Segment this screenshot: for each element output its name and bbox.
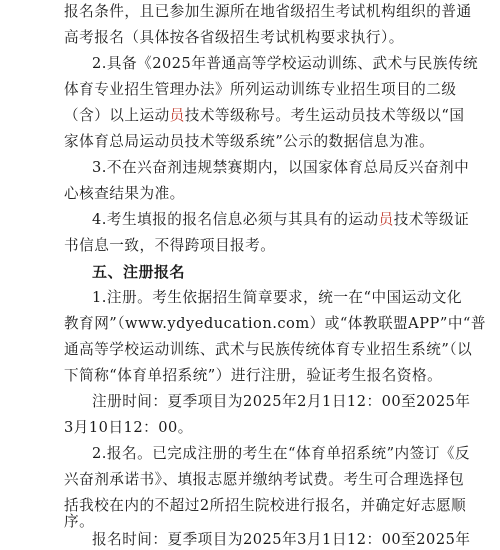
text-line-10: 书信息一致，不得跨项目报考。 (64, 237, 276, 254)
text-line-15: 下简称“体育单招系统”）进行注册，验证考生报名资格。 (64, 367, 443, 384)
text-line-21: 序。 (64, 513, 95, 530)
highlighted-char: 员 (378, 211, 394, 228)
text-line-8: 心核查结果为准。 (64, 185, 185, 202)
text-line-1: 报名条件，且已参加生源所在地省级招生考试机构组织的普通 (64, 3, 472, 20)
text-line-19: 兴奋剂承诺书》、填报志愿并缴纳考试费。考生可合理选择包 (64, 471, 465, 488)
text-line-20: 括我校在内的不超过2所招生院校进行报名，并确定好志愿顺 (64, 497, 467, 514)
text-line-6: 家体育总局运动员技术等级系统”公示的数据信息为准。 (64, 133, 435, 150)
text-line-7: 3.不在兴奋剂违规禁赛期内，以国家体育总局反兴奋剂中 (92, 159, 470, 176)
highlighted-char: 员 (169, 107, 185, 124)
text-line-22: 报名时间：夏季项目为2025年3月1日12：00至2025年 (92, 531, 471, 548)
text-line-4: 体育专业招生管理办法》所列运动训练专业招生项目的二级 (64, 81, 457, 98)
text-line-3: 2.具备《2025年普通高等学校运动训练、武术与民族传统 (92, 55, 479, 72)
text-line-12: 1.注册。考生依据招生简章要求，统一在“中国运动文化 (92, 289, 463, 306)
text-line-17: 3月10日12：00。 (64, 419, 193, 436)
text-line-13: 教育网”（www.ydyeducation.com）或“体教联盟APP”中“普 (64, 315, 486, 332)
text-line-14: 通高等学校运动训练、武术与民族传统体育专业招生系统”（以 (64, 341, 473, 358)
text-line-16: 注册时间：夏季项目为2025年2月1日12：00至2025年 (92, 393, 471, 410)
text-line-5: （含）以上运动员技术等级称号。考生运动员技术等级以“国 (64, 107, 465, 124)
text-line-2: 高考报名（具体按各省级招生考试机构要求执行）。 (64, 29, 404, 46)
text-line-18: 2.报名。已完成注册的考生在“体育单招系统”内签订《反 (92, 445, 471, 462)
text-line-9: 4.考生填报的报名信息必须与其具有的运动员技术等级证 (92, 211, 470, 228)
section-heading: 五、注册报名 (92, 263, 186, 281)
